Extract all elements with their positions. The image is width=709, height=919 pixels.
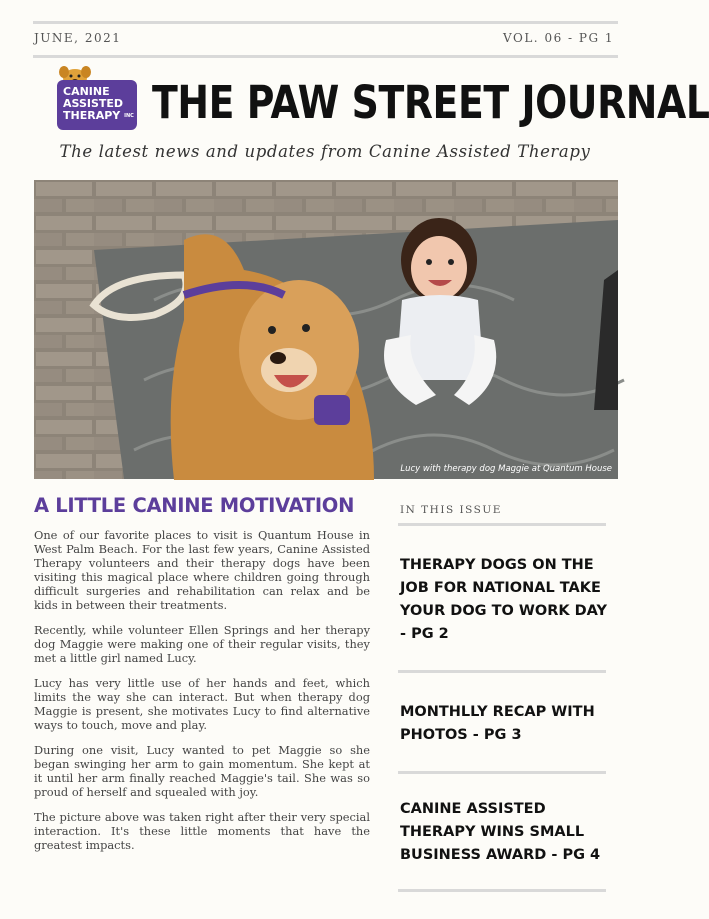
sidebar-rule: [398, 670, 606, 673]
sidebar-rule: [398, 889, 606, 892]
article-paragraph: The picture above was taken right after their very special interaction. It's these little moments that have the greatest impacts.: [34, 810, 370, 852]
sidebar-item-pg2[interactable]: THERAPY DOGS ON THE JOB FOR NATIONAL TAKE YOUR DOG TO WORK DAY - PG 2: [400, 557, 608, 642]
article-paragraph: Lucy has very little use of her hands and feet, which limits the way she can interact. But when therapy dog Maggie is present, she motivates Lucy to find alternative ways to touch, move and play.: [34, 676, 370, 732]
in-this-issue-label: IN THIS ISSUE: [400, 504, 502, 516]
article-paragraph: Recently, while volunteer Ellen Springs and her therapy dog Maggie were making one of their regular visits, they met a little girl named Lucy.: [34, 623, 370, 665]
logo-line-1: CANINE: [63, 85, 110, 98]
article-body: [34, 528, 370, 863]
volume-page: VOL. 06 - PG 1: [503, 31, 614, 45]
header-rule: [33, 55, 618, 58]
tagline: The latest news and updates from Canine Assisted Therapy: [59, 142, 591, 161]
feature-photo: [34, 180, 618, 479]
logo-line-3: THERAPY $^{INC}$: [63, 109, 134, 122]
issue-date: JUNE, 2021: [34, 31, 122, 45]
photo-illustration: [34, 180, 618, 479]
article-paragraph: During one visit, Lucy wanted to pet Maggie so she began swinging her arm to gain momentum. She kept at it until her arm finally reached Maggie's tail. She was so proud of herself and squealed with joy.: [34, 743, 370, 799]
masthead-title: THE PAW STREET JOURNAL: [152, 76, 709, 129]
top-rule: [33, 21, 618, 24]
sidebar-item-pg3[interactable]: MONTHLLY RECAP WITH PHOTOS - PG 3: [400, 704, 595, 743]
logo-mark: INC: [124, 113, 134, 119]
article-headline: A LITTLE CANINE MOTIVATION: [34, 494, 355, 517]
sidebar-item-pg4[interactable]: CANINE ASSISTED THERAPY WINS SMALL BUSINESS AWARD - PG 4: [400, 801, 601, 863]
sidebar-rule: [398, 523, 606, 526]
photo-caption: Lucy with therapy dog Maggie at Quantum House: [400, 464, 612, 474]
article-paragraph: One of our favorite places to visit is Quantum House in West Palm Beach. For the last few years, Canine Assisted Therapy volunteers and their therapy dogs have been visiting this magical place where children going through difficult surgeries and rehabilitation can relax and be kids in between their treatments.: [34, 528, 370, 612]
logo-line-2: ASSISTED: [63, 97, 124, 110]
sidebar-rule: [398, 771, 606, 774]
logo-badge: [57, 80, 137, 130]
